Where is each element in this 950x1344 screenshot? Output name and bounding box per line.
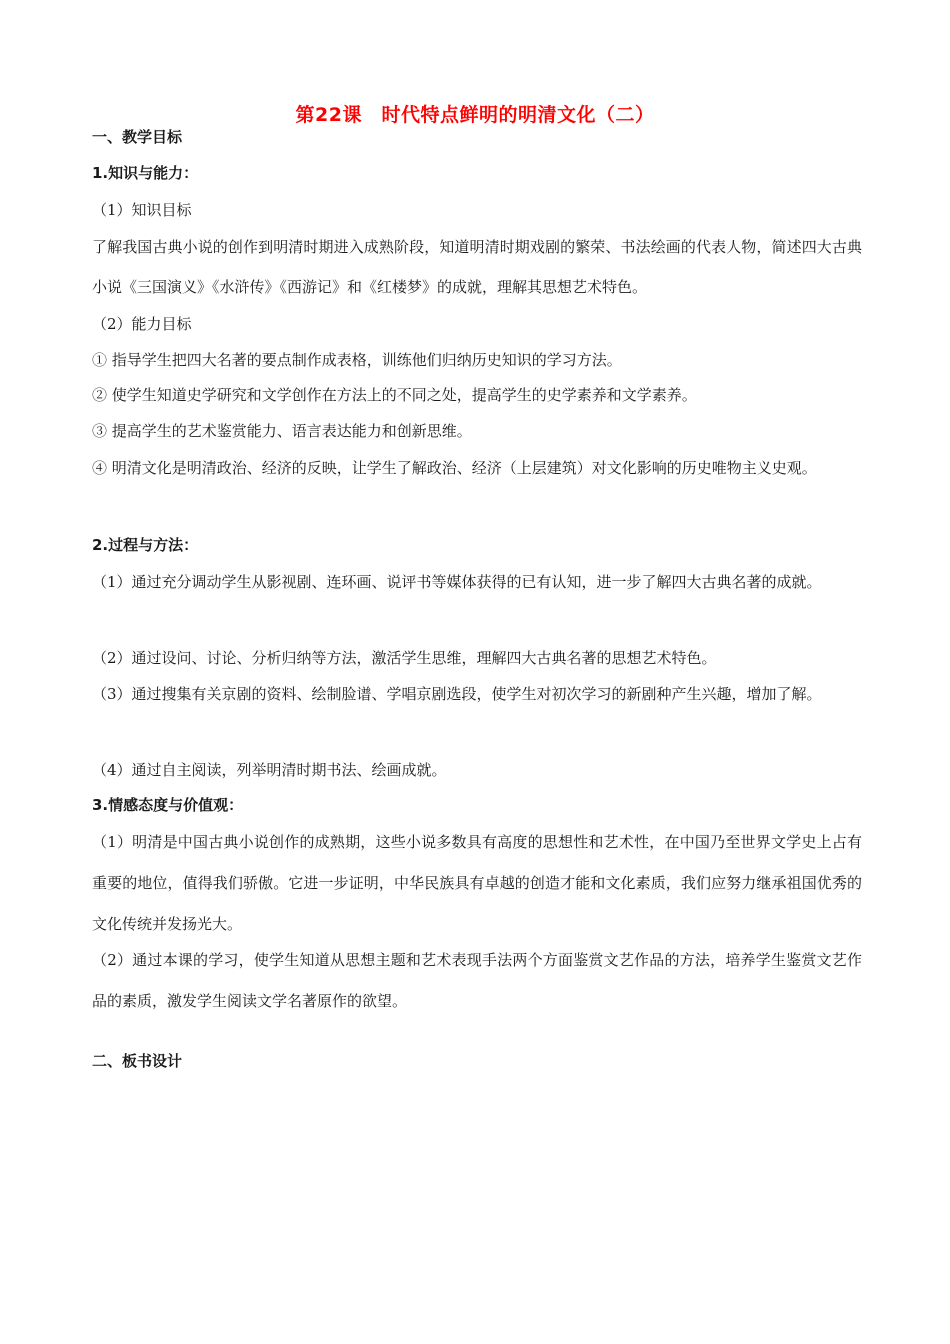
page-title: 第22课 时代特点鲜明的明清文化（二） bbox=[295, 104, 655, 126]
subsection-knowledge-ability bbox=[92, 158, 862, 188]
ability-goal-item-4-block bbox=[92, 448, 862, 488]
ability-goal-item: ④ 明清文化是明清政治、经济的反映，让学生了解政治、经济（上层建筑）对文化影响的历史唯物主义史观。 bbox=[92, 459, 817, 477]
ability-goal-item-3-block bbox=[92, 413, 862, 449]
process-item: （2）通过设问、讨论、分析归纳等方法，激活学生思维，理解四大古典名著的思想艺术特色。 bbox=[92, 649, 717, 667]
subsection-heading: 2.过程与方法： bbox=[92, 536, 199, 554]
values-item: （2）通过本课的学习，使学生知道从思想主题和艺术表现手法两个方面鉴赏文艺作品的方法，培养学生鉴赏文艺作品的素质，激发学生阅读文学名著原作的欲望。 bbox=[92, 951, 862, 1010]
section-heading: 二、板书设计 bbox=[92, 1052, 183, 1070]
section-heading: 一、教学目标 bbox=[92, 128, 183, 146]
ability-goal-label: （2）能力目标 bbox=[92, 315, 192, 333]
ability-goal-item: ① 指导学生把四大名著的要点制作成表格，训练他们归纳历史知识的学习方法。 bbox=[92, 351, 622, 369]
process-item-1-block bbox=[92, 562, 862, 602]
values-item-2-block bbox=[92, 940, 862, 1022]
subsection-emotion-values bbox=[92, 790, 862, 820]
process-item: （4）通过自主阅读，列举明清时期书法、绘画成就。 bbox=[92, 761, 447, 779]
subsection-heading: 3.情感态度与价值观： bbox=[92, 796, 244, 814]
section-board-design bbox=[92, 1046, 862, 1076]
ability-goal-item: ② 使学生知道史学研究和文学创作在方法上的不同之处，提高学生的史学素养和文学素养。 bbox=[92, 386, 697, 404]
knowledge-goal-text-block bbox=[92, 227, 862, 307]
subsection-heading: 1.知识与能力： bbox=[92, 164, 199, 182]
ability-goal-item-2-block bbox=[92, 377, 862, 413]
values-item: （1）明清是中国古典小说创作的成熟期，这些小说多数具有高度的思想性和艺术性，在中国乃至世界文学史上占有重要的地位，值得我们骄傲。它进一步证明，中华民族具有卓越的创造才能和文化素质，我们应努力继承祖国优秀的文化传统并发扬光大。 bbox=[92, 833, 862, 933]
ability-goal-label-block bbox=[92, 306, 862, 342]
process-item: （3）通过搜集有关京剧的资料、绘制脸谱、学唱京剧选段，使学生对初次学习的新剧种产生兴趣，增加了解。 bbox=[92, 685, 822, 703]
knowledge-goal-label: （1）知识目标 bbox=[92, 201, 192, 219]
ability-goal-item: ③ 提高学生的艺术鉴赏能力、语言表达能力和创新思维。 bbox=[92, 422, 472, 440]
process-item-2-block bbox=[92, 640, 862, 676]
section-teaching-goals bbox=[92, 122, 862, 152]
process-item: （1）通过充分调动学生从影视剧、连环画、说评书等媒体获得的已有认知，进一步了解四大古典名著的成就。 bbox=[92, 573, 822, 591]
process-item-3-block bbox=[92, 674, 862, 714]
subsection-process-method bbox=[92, 530, 862, 560]
values-item-1-block bbox=[92, 822, 862, 945]
process-item-4-block bbox=[92, 752, 862, 788]
knowledge-goal-text: 了解我国古典小说的创作到明清时期进入成熟阶段，知道明清时期戏剧的繁荣、书法绘画的代表人物，简述四大古典小说《三国演义》《水浒传》《西游记》和《红楼梦》的成就，理解其思想艺术特色。 bbox=[92, 238, 862, 296]
ability-goal-item-1-block bbox=[92, 342, 862, 378]
knowledge-goal-label-block bbox=[92, 192, 862, 228]
